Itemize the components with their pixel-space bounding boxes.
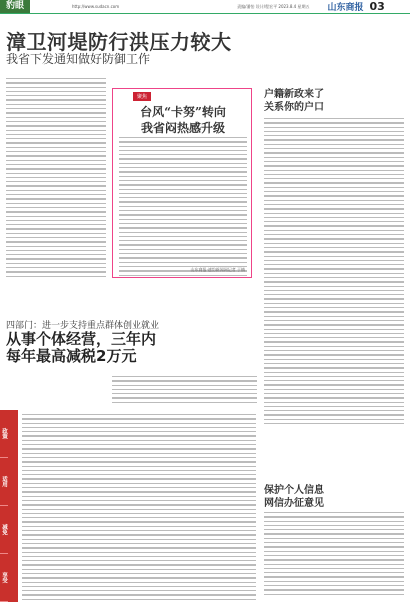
employment-headline-2: 每年最高减税2万元 (6, 347, 137, 365)
right-article-1-body (264, 118, 404, 478)
masthead (0, 0, 410, 14)
sidebar-tab-1: 政策 (0, 410, 8, 458)
typhoon-article-box (112, 88, 252, 278)
right-article-2-body (264, 512, 404, 600)
main-headline: 漳卫河堤防行洪压力较大 (6, 30, 232, 54)
right-article-2-title-line2: 网信办征意见 (264, 498, 324, 509)
typhoon-credit: 山东商报·速豹新闻网记者 于楠 (190, 267, 245, 272)
right-article-2-title (264, 484, 324, 510)
employment-kicker: 四部门：进一步支持重点群体创业就业 (6, 321, 160, 331)
right-article-1-title (264, 88, 324, 114)
employment-headline-1: 从事个体经营，三年内 (6, 330, 157, 348)
site-url[interactable]: http://www.sudacn.com (72, 4, 120, 9)
policy-sidebar (0, 410, 18, 602)
right-article-2-title-line1: 保护个人信息 (264, 485, 324, 496)
employment-section-lede (112, 376, 257, 406)
sidebar-tab-3: 减免 (0, 506, 8, 554)
sidebar-tab-4: 享受 (0, 554, 8, 602)
employment-section-header (6, 318, 256, 365)
page-number: 03 (369, 0, 385, 13)
left-article-body (6, 78, 106, 308)
typhoon-article-body (119, 137, 247, 279)
paper-name: 山东商报 (327, 3, 364, 13)
focus-tag: 聚焦 (133, 92, 151, 101)
right-article-1-title-line2: 关系你的户口 (264, 102, 324, 113)
section-logo: 豹眼 (0, 0, 30, 13)
sidebar-tab-2: 适用 (0, 458, 8, 506)
typhoon-title-line2: 我省闷热感升级 (140, 121, 225, 135)
main-subheadline: 我省下发通知做好防御工作 (6, 52, 151, 66)
policy-table-body (22, 414, 256, 600)
right-article-1-title-line1: 户籍新政来了 (264, 89, 324, 100)
issue-meta: 责编/潘怡 设计/程宏平 2023.8.4 星期五 (237, 3, 310, 9)
typhoon-title-line1: 台风“卡努”转向 (140, 105, 226, 119)
